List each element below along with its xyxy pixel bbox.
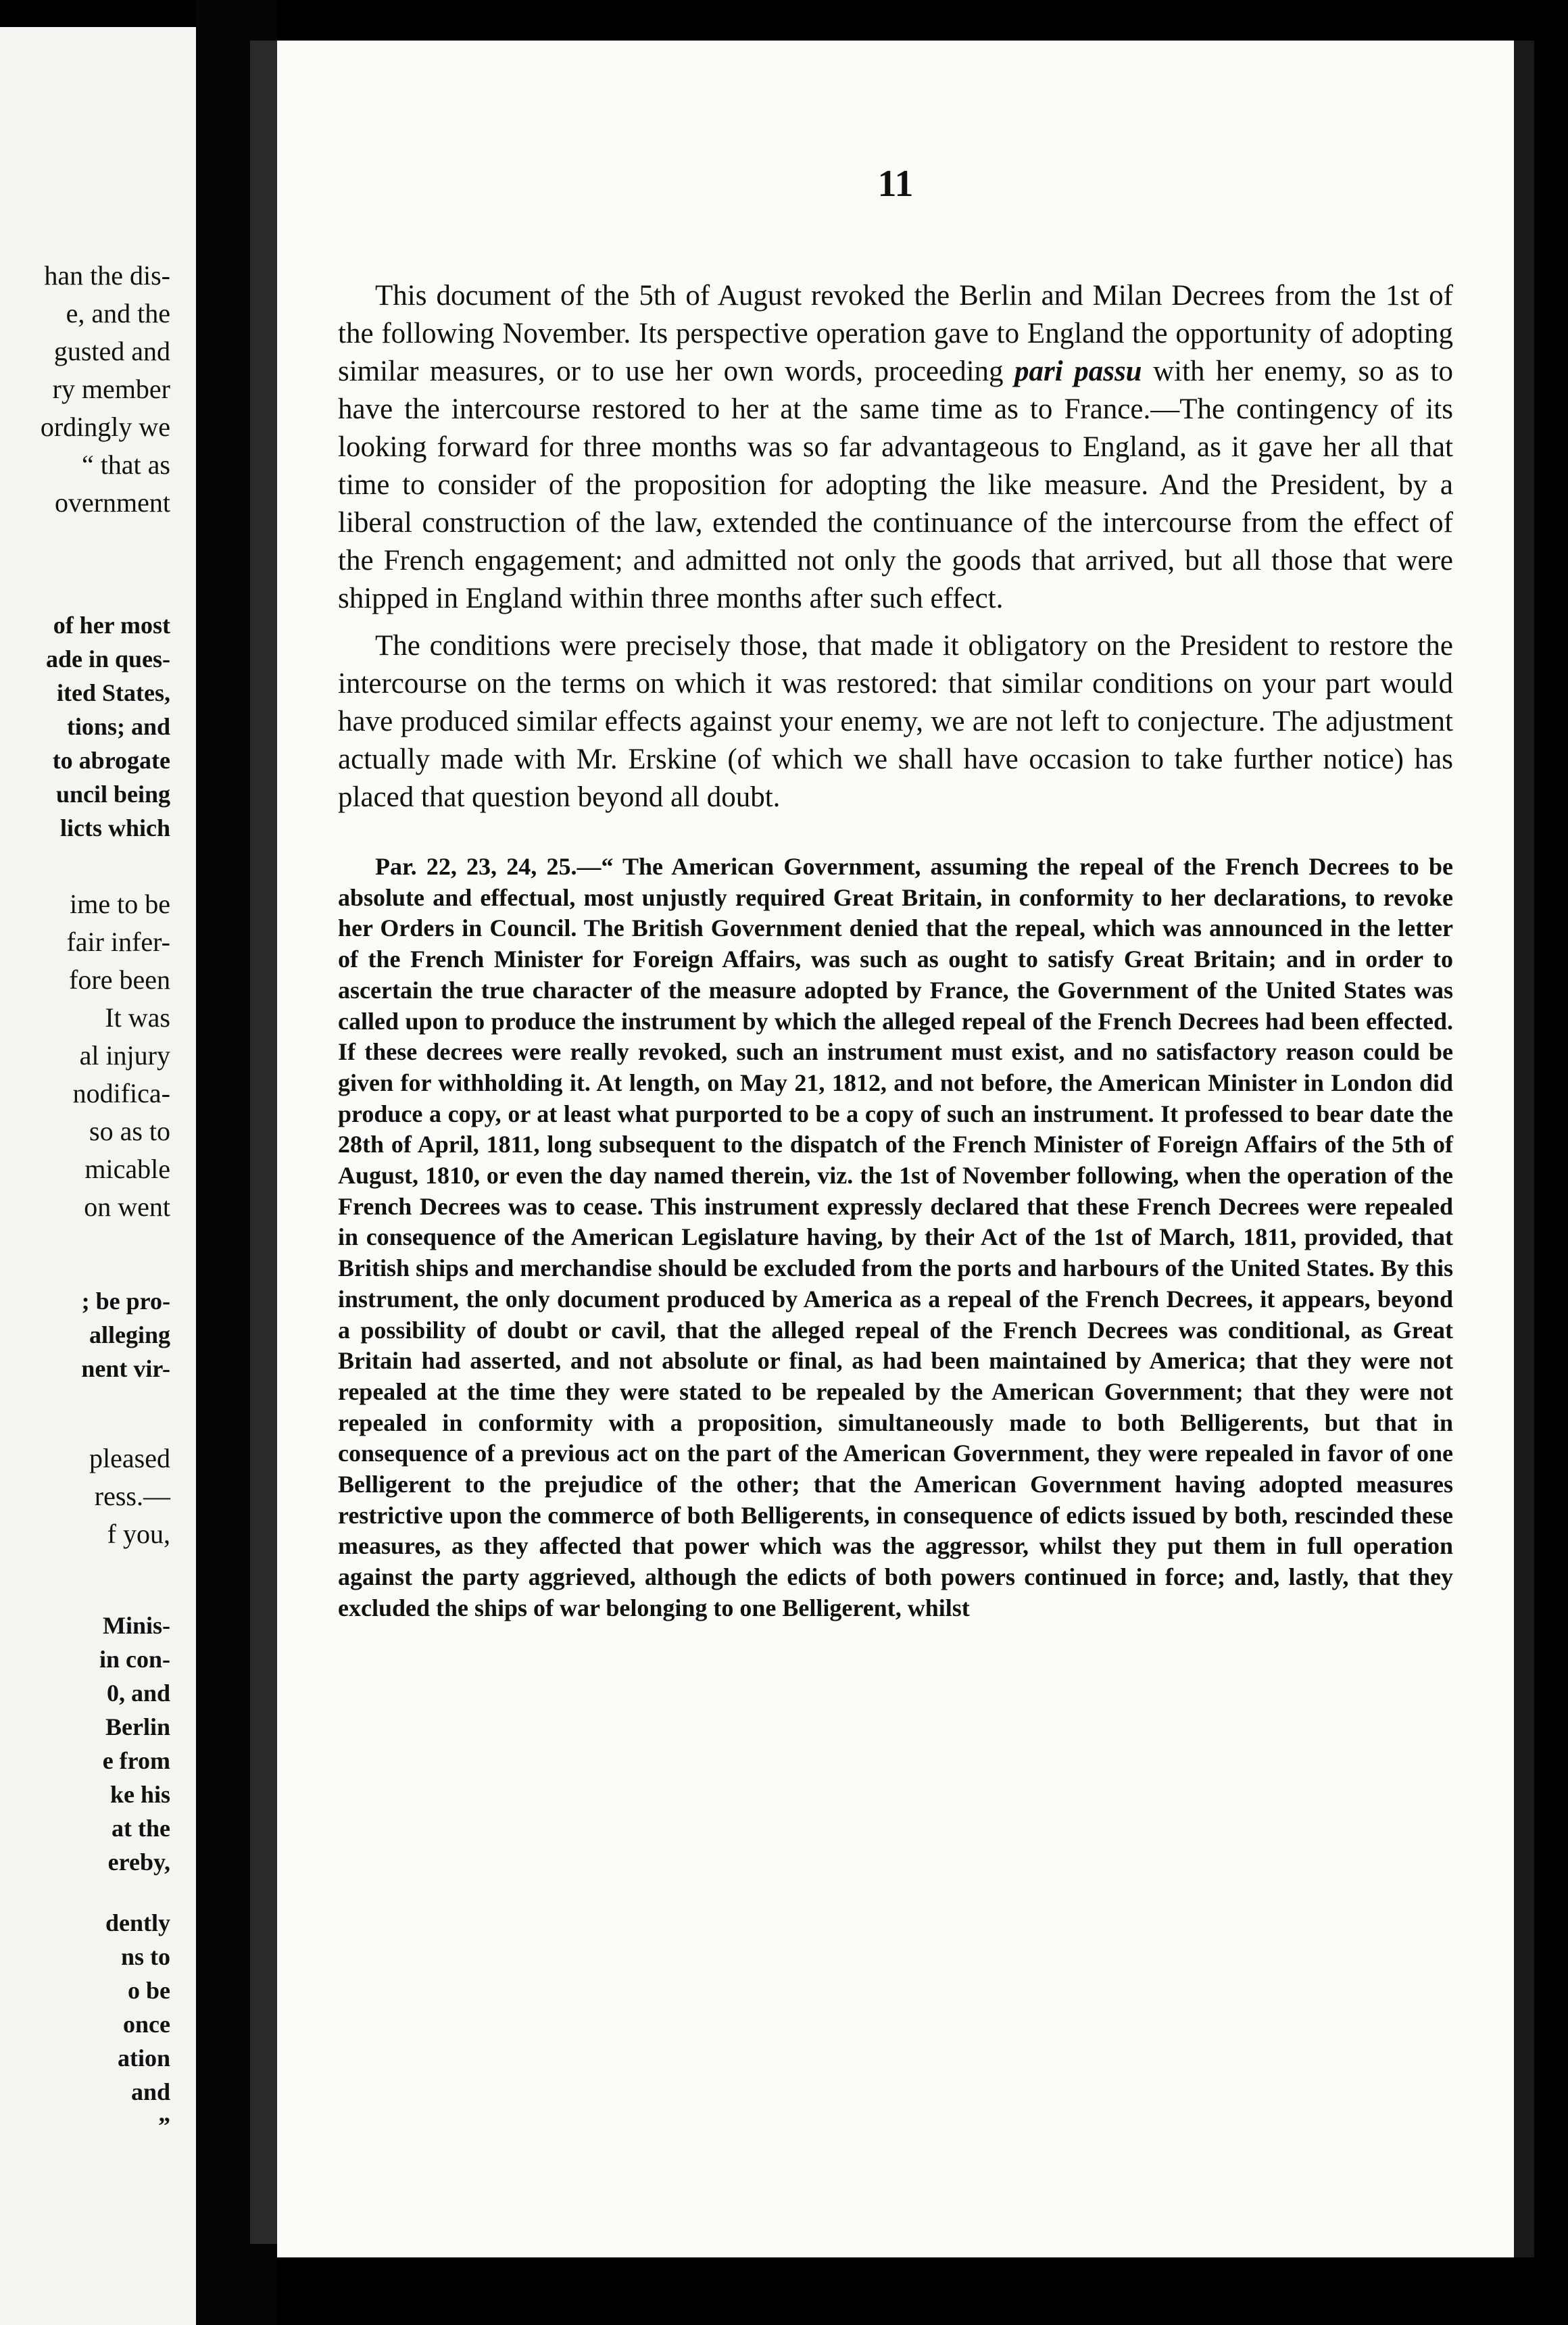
- left-fragment: ime to be: [70, 889, 170, 919]
- left-fragment: of her most: [53, 612, 170, 639]
- page-number: 11: [877, 163, 914, 205]
- left-fragment: “ that as: [81, 449, 170, 480]
- left-fragment: alleging: [89, 1321, 170, 1348]
- left-fragment: ade in ques-: [45, 645, 170, 672]
- paragraph-1-text-continued: with her enemy, so as to have the intercourse restored to her at the same time as to France.—The contingency of its looking forward for three months was so far advantageous to England, as it gave her all that time to consider of the proposition for adopting the like measure. And the President, by a liberal construction of the law, extended the continuance of the intercourse from the effect of the French engagement; and admitted not only the goods that arrived, but all those that were shipped in England within three months after such effect.: [338, 356, 1453, 614]
- left-fragment: nent vir-: [81, 1355, 170, 1382]
- paragraph-2: The conditions were precisely those, that made it obligatory on the President to restore the intercourse on the terms on which it was restored: that similar conditions on your part would have produced similar effects against your enemy, we are not left to conjecture. The adjustment actually made with Mr. Erskine (of which we shall have occasion to take further notice) has placed that question beyond all doubt.: [338, 630, 1453, 813]
- left-fragment: at the: [112, 1815, 170, 1842]
- left-fragment: licts which: [59, 814, 170, 841]
- left-fragment: once: [123, 2011, 170, 2038]
- left-fragment: ation: [117, 2045, 170, 2072]
- left-fragment: e from: [102, 1747, 170, 1774]
- left-fragment: gusted and: [53, 336, 170, 366]
- paragraph-1-text: This document of the 5th of August revoked the Berlin and Milan Decrees from the 1st of the following November. Its perspective operation gave to England the opportunity of adopting similar measures, or to use her own words, proceeding: [338, 280, 1453, 387]
- right-page: [277, 41, 1514, 2257]
- left-fragment: Minis-: [102, 1612, 170, 1639]
- left-fragment: ”: [158, 2112, 170, 2139]
- left-fragment: tions; and: [66, 713, 170, 740]
- left-fragment: micable: [84, 1154, 170, 1184]
- left-fragment: ke his: [109, 1781, 170, 1808]
- left-fragment: e, and the: [66, 298, 170, 328]
- left-fragment: fair infer-: [66, 927, 170, 957]
- left-fragment: o be: [128, 1977, 170, 2004]
- left-fragment: on went: [84, 1192, 170, 1222]
- left-fragment: ns to: [120, 1943, 170, 1970]
- left-fragment: so as to: [89, 1116, 170, 1146]
- left-fragment: and: [130, 2078, 170, 2105]
- left-fragment: ress.—: [94, 1481, 170, 1511]
- left-fragment: in con-: [99, 1646, 170, 1673]
- left-fragment: Berlin: [105, 1713, 170, 1740]
- left-fragment: fore been: [69, 964, 170, 995]
- left-fragment: nodifica-: [72, 1078, 170, 1108]
- left-fragment: ereby,: [107, 1849, 170, 1876]
- left-fragment: al injury: [79, 1040, 170, 1071]
- left-fragment: It was: [105, 1002, 170, 1033]
- italic-phrase: pari passu: [1014, 356, 1142, 387]
- left-page: [0, 27, 196, 2325]
- left-fragment: han the dis-: [44, 260, 170, 291]
- left-fragment: 0, and: [106, 1680, 170, 1707]
- left-fragment: ; be pro-: [81, 1288, 170, 1315]
- left-fragment: to abrogate: [52, 747, 170, 774]
- quoted-paragraph: Par. 22, 23, 24, 25.—“ The American Government, assuming the repeal of the French Decrees to be absolute and effectual, most unjustly required Great Britain, in conformity to her declarations, to revoke her Orders in Council. The British Government denied that the repeal, which was announced in the letter of the French Minister for Foreign Affairs, was such as ought to satisfy Great Britain; and in order to ascertain the true character of the measure adopted by France, the Government of the United States was called upon to produce the instrument by which the alleged repeal of the French Decrees had been effected. If these decrees were really revoked, such an instrument must exist, and no satisfactory reason could be given for withholding it. At length, on May 21, 1812, and not before, the American Minister in London did produce a copy, or at least what purported to be a copy of such an instrument. It professed to bear date the 28th of April, 1811, long subsequent to the dispatch of the French Minister of Foreign Affairs of the 5th of August, 1810, or even the day named therein, viz. the 1st of November following, when the operation of the French Decrees was to cease. This instrument expressly declared that these French Decrees were repealed in consequence of the American Legislature having, by their Act of the 1st of March, 1811, provided, that British ships and merchandise should be excluded from the ports and harbours of the United States. By this instrument, the only document produced by America as a repeal of the French Decrees, it appears, beyond a possibility of doubt or cavil, that the alleged repeal of the French Decrees was conditional, as Great Britain had asserted, and not absolute or final, as had been maintained by America; that they were not repealed at the time they were stated to be repealed by the American Government; that they were not repealed in conformity with a proposition, simultaneously made to both Belligerents, but that in consequence of a previous act on the part of the American Government, they were repealed in favor of one Belligerent to the prejudice of the other; that the American Government having adopted measures restrictive upon the commerce of both Belligerents, in consequence of edicts issued by both, rescinded these measures, as they affected that power which was the aggressor, whilst they put them in full operation against the party aggrieved, although the edicts of both powers continued in force; and, lastly, that they excluded the ships of war belonging to one Belligerent, whilst: [338, 853, 1453, 1621]
- left-fragment: ordingly we: [40, 412, 170, 442]
- left-fragment: pleased: [89, 1443, 170, 1473]
- left-fragment: overnment: [54, 487, 170, 518]
- paragraph-1: [338, 277, 1453, 618]
- left-fragment: f you,: [107, 1519, 170, 1549]
- left-fragment: uncil being: [55, 781, 170, 808]
- left-fragment: ited States,: [57, 679, 170, 706]
- left-fragment: dently: [105, 1909, 170, 1936]
- page-edge: [1514, 41, 1534, 2257]
- book-spine: [250, 41, 277, 2244]
- body-text: [338, 277, 1453, 1648]
- left-fragment: ry member: [52, 374, 170, 404]
